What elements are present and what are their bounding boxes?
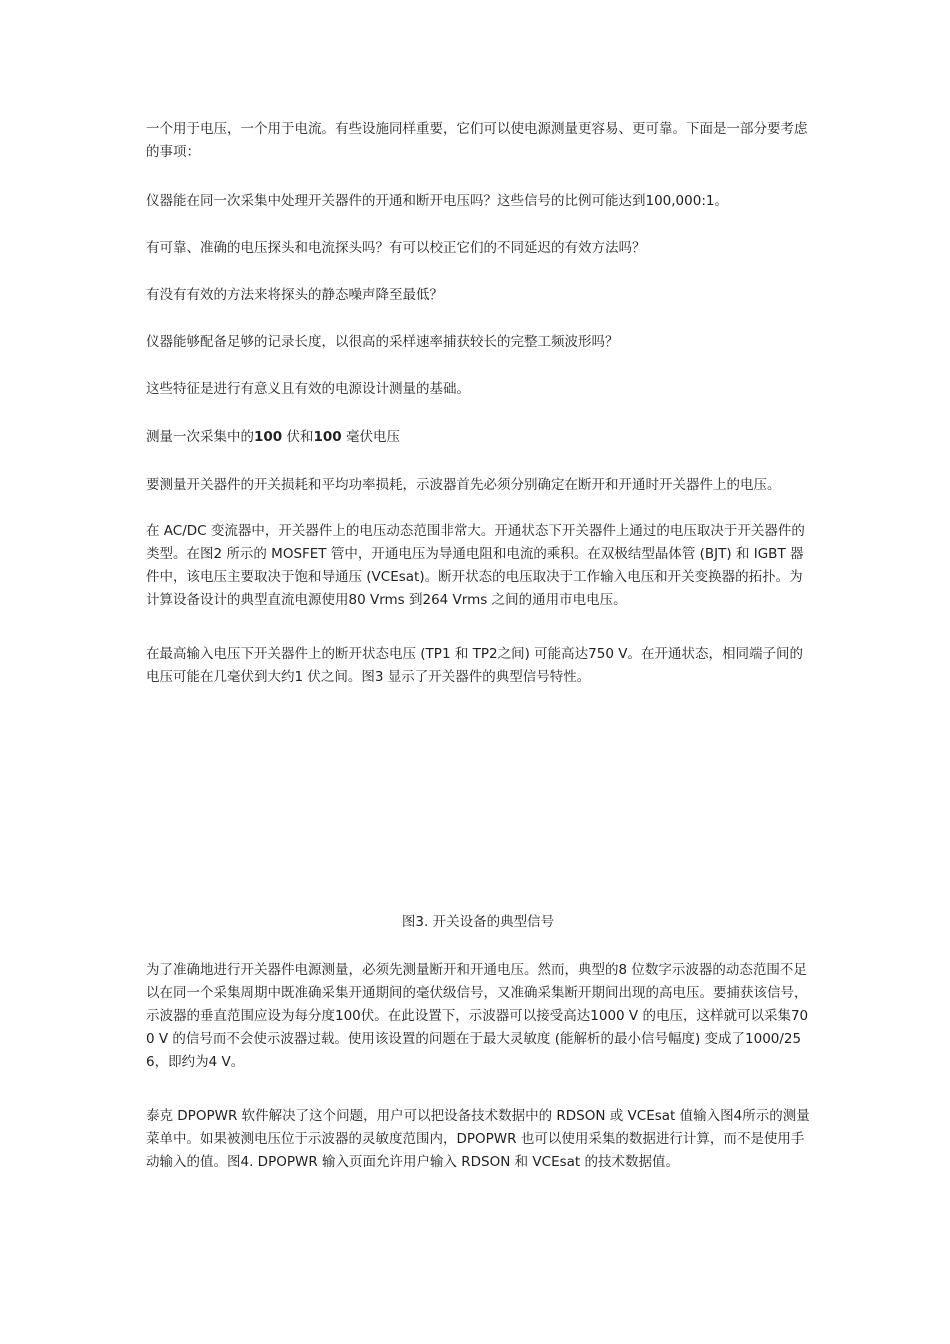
paragraph-question-3: 有没有有效的方法来将探头的静态噪声降至最低？ (146, 287, 443, 303)
paragraph-switch-voltage: 要测量开关器件的开关损耗和平均功率损耗，示波器首先必须分别确定在断开和开通时开关器件上的电压。 (146, 477, 781, 493)
heading-text-1: 测量一次采集中的 (146, 429, 254, 445)
heading-number-2: 100 (313, 429, 342, 445)
paragraph-off-state: 在最高输入电压下开关器件上的断开状态电压 (TP1 和 TP2之间) 可能高达750 V。在开通状态，相同端子间的电压可能在几毫伏到大约1 伏之间。图3 显示了开关器件的典型信号特性。 (146, 646, 803, 685)
heading-text-3: 毫伏电压 (341, 429, 400, 445)
paragraph-summary: 这些特征是进行有意义且有效的电源设计测量的基础。 (146, 381, 470, 397)
paragraph-dpopwr: 泰克 DPOPWR 软件解决了这个问题，用户可以把设备技术数据中的 RDSON 或 VCEsat 值输入图4所示的测量菜单中。如果被测电压位于示波器的灵敏度范围内，DPOPWR 也可以使用采集的数据进行计算，而不是使用手动输入的值。图4. DPOPWR 输入页面允许用户输入 RDSON 和 VCEsat 的技术数据值。 (146, 1108, 810, 1170)
paragraph-intro: 一个用于电压，一个用于电流。有些设施同样重要，它们可以使电源测量更容易、更可靠。下面是一部分要考虑的事项： (146, 121, 808, 160)
section-heading (146, 426, 810, 449)
heading-number-1: 100 (254, 429, 283, 445)
paragraph-measurement: 为了准确地进行开关器件电源测量，必须先测量断开和开通电压。然而，典型的8 位数字示波器的动态范围不足以在同一个采集周期中既准确采集开通期间的毫伏级信号，又准确采集断开期间出现的高电压。要捕获该信号，示波器的垂直范围应设为每分度100伏。在此设置下，示波器可以接受高达1000 V 的电压，这样就可以采集700 V 的信号而不会使示波器过载。使用该设置的问题在于最大灵敏度 (能解析的最小信号幅度) 变成了1000/256，即约为4 V。 (146, 962, 809, 1070)
figure-caption: 图3. 开关设备的典型信号 (401, 914, 555, 930)
figure-placeholder (146, 700, 810, 900)
heading-text-2: 伏和 (282, 429, 314, 445)
paragraph-acdc: 在 AC/DC 变流器中，开关器件上的电压动态范围非常大。开通状态下开关器件上通过的电压取决于开关器件的类型。在图2 所示的 MOSFET 管中，开通电压为导通电阻和电流的乘积。在双极结型晶体管 (BJT) 和 IGBT 器件中，该电压主要取决于饱和导通压 (VCEsat)。断开状态的电压取决于工作输入电压和开关变换器的拓扑。为计算设备设计的典型直流电源使用80 Vrms 到264 Vrms 之间的通用市电电压。 (146, 523, 805, 608)
paragraph-question-2: 有可靠、准确的电压探头和电流探头吗？有可以校正它们的不同延迟的有效方法吗？ (146, 240, 646, 256)
paragraph-question-4: 仪器能够配备足够的记录长度，以很高的采样速率捕获较长的完整工频波形吗？ (146, 334, 619, 350)
paragraph-question-1: 仪器能在同一次采集中处理开关器件的开通和断开电压吗？这些信号的比例可能达到100,000:1。 (146, 193, 728, 209)
